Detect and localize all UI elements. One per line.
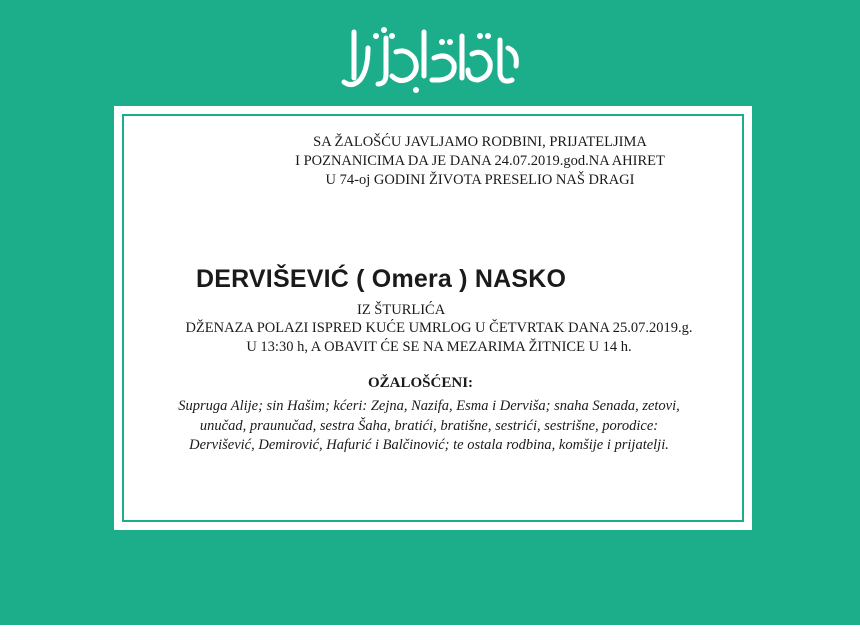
deceased-name: DERVIŠEVIĆ ( Omera ) NASKO	[196, 265, 567, 293]
mourners-heading: OŽALOŠĆENI:	[368, 375, 474, 391]
arabic-calligraphy-logo	[330, 18, 530, 98]
intro-text	[250, 133, 710, 190]
intro-line: SA ŽALOŠĆU JAVLJAMO RODBINI, PRIJATELJIMA	[313, 134, 647, 150]
mourners-line: Dervišević, Demirović, Hafurić i Balčinović; te ostala rodbina, komšije i prijatelji.	[189, 437, 669, 453]
intro-line: I POZNANICIMA DA JE DANA 24.07.2019.god.NA AHIRET	[295, 153, 665, 169]
funeral-line: DŽENAZA POLAZI ISPRED KUĆE UMRLOG U ČETVRTAK DANA 25.07.2019.g.	[185, 320, 693, 336]
mourners-line: Supruga Alije; sin Hašim; kćeri: Zejna, Nazifa, Esma i Derviša; snaha Senada, zetovi,	[178, 398, 680, 414]
intro-line: U 74-oj GODINI ŽIVOTA PRESELIO NAŠ DRAGI	[325, 172, 635, 188]
funeral-info	[112, 319, 766, 357]
funeral-line: U 13:30 h, A OBAVIT ĆE SE NA MEZARIMA ŽITNICE U 14 h.	[246, 339, 632, 355]
origin-text: IZ ŠTURLIĆA	[357, 302, 446, 318]
mourners-line: unučad, praunučad, sestra Šaha, bratići, bratišne, sestrići, sestrišne, porodice:	[199, 417, 659, 434]
mourners-list	[118, 397, 740, 456]
